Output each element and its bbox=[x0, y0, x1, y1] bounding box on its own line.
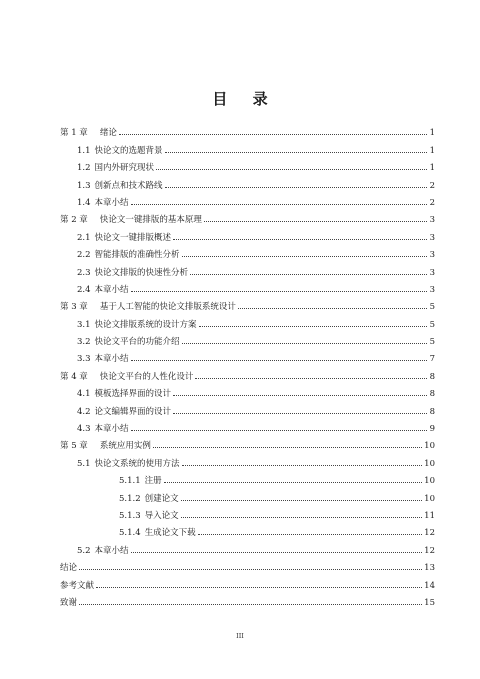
toc-entry-label: 智能排版的准确性分析 bbox=[94, 250, 180, 261]
toc-entry-number: 5.1.3 bbox=[119, 510, 141, 521]
dot-leader bbox=[182, 465, 423, 466]
toc-entry-number: 2.4 bbox=[77, 284, 91, 295]
toc-entry-number: 5.1.2 bbox=[119, 493, 141, 504]
toc-entry[interactable] bbox=[60, 557, 435, 574]
toc-entry-number: 3.1 bbox=[77, 319, 91, 330]
dot-leader bbox=[79, 604, 422, 605]
table-of-contents bbox=[60, 122, 435, 609]
toc-entry-label: 国内外研究现状 bbox=[94, 163, 155, 174]
toc-entry-page: 14 bbox=[424, 580, 435, 591]
dot-leader bbox=[190, 274, 427, 275]
toc-entry-label: 导入论文 bbox=[144, 510, 179, 521]
toc-entry[interactable] bbox=[60, 452, 435, 469]
dot-leader bbox=[182, 256, 427, 257]
toc-entry-label: 生成论文下载 bbox=[144, 528, 196, 539]
toc-entry-number: 第 1 章 bbox=[60, 128, 88, 139]
toc-entry-page: 3 bbox=[429, 284, 435, 295]
dot-leader bbox=[195, 378, 427, 379]
dot-leader bbox=[79, 569, 422, 570]
toc-entry-page: 5 bbox=[429, 302, 435, 313]
toc-entry[interactable] bbox=[60, 296, 435, 313]
dot-leader bbox=[131, 204, 427, 205]
toc-entry-label: 快论文平台的人性化设计 bbox=[99, 371, 194, 382]
toc-entry-page: 9 bbox=[429, 424, 435, 435]
toc-entry-number: 5.2 bbox=[77, 545, 91, 556]
toc-entry-number: 第 4 章 bbox=[60, 371, 88, 382]
toc-entry-label: 快论文平台的功能介绍 bbox=[94, 337, 180, 348]
toc-entry-page: 3 bbox=[429, 215, 435, 226]
toc-entry-number: 5.1 bbox=[77, 458, 91, 469]
dot-leader bbox=[165, 187, 427, 188]
toc-entry[interactable] bbox=[60, 505, 435, 522]
dot-leader bbox=[165, 152, 427, 153]
toc-entry-number: 2.3 bbox=[77, 267, 91, 278]
toc-entry[interactable] bbox=[60, 157, 435, 174]
toc-entry-page: 8 bbox=[429, 389, 435, 400]
dot-leader bbox=[181, 500, 423, 501]
dot-leader bbox=[119, 134, 427, 135]
dot-leader bbox=[156, 169, 427, 170]
toc-entry-number: 4.1 bbox=[77, 389, 91, 400]
toc-entry-page: 1 bbox=[429, 163, 435, 174]
dot-leader bbox=[198, 534, 423, 535]
toc-entry[interactable] bbox=[60, 522, 435, 539]
dot-leader bbox=[199, 326, 427, 327]
toc-entry[interactable] bbox=[60, 574, 435, 591]
toc-entry[interactable] bbox=[60, 592, 435, 609]
toc-entry-number: 1.4 bbox=[77, 197, 91, 208]
dot-leader bbox=[131, 552, 423, 553]
toc-entry-page: 10 bbox=[424, 441, 435, 452]
toc-entry-number: 5.1.1 bbox=[119, 476, 141, 487]
toc-entry[interactable] bbox=[60, 226, 435, 243]
toc-entry-page: 8 bbox=[429, 406, 435, 417]
toc-entry-number: 2.2 bbox=[77, 250, 91, 261]
toc-entry-page: 10 bbox=[424, 458, 435, 469]
dot-leader bbox=[96, 587, 422, 588]
toc-entry-label: 基于人工智能的快论文排版系统设计 bbox=[99, 302, 236, 313]
dot-leader bbox=[164, 482, 423, 483]
dot-leader bbox=[131, 430, 427, 431]
toc-entry-page: 15 bbox=[424, 597, 435, 608]
dot-leader bbox=[131, 291, 427, 292]
toc-entry-page: 5 bbox=[429, 319, 435, 330]
toc-entry-number: 1.1 bbox=[77, 145, 91, 156]
toc-entry-number: 4.3 bbox=[77, 424, 91, 435]
toc-entry-page: 1 bbox=[429, 128, 435, 139]
toc-entry-page: 3 bbox=[429, 267, 435, 278]
toc-entry-page: 7 bbox=[429, 354, 435, 365]
dot-leader bbox=[173, 395, 427, 396]
toc-entry[interactable] bbox=[60, 209, 435, 226]
page-number: III bbox=[236, 632, 244, 640]
toc-entry-label: 创建论文 bbox=[144, 493, 179, 504]
toc-entry-label: 快论文排版系统的设计方案 bbox=[94, 319, 197, 330]
toc-entry-page: 10 bbox=[424, 476, 435, 487]
toc-entry[interactable] bbox=[60, 174, 435, 191]
toc-entry[interactable] bbox=[60, 348, 435, 365]
toc-entry-label: 本章小结 bbox=[94, 197, 129, 208]
toc-entry-label: 注册 bbox=[144, 476, 162, 487]
toc-entry-number: 5.1.4 bbox=[119, 528, 141, 539]
toc-entry[interactable] bbox=[60, 383, 435, 400]
toc-entry[interactable] bbox=[60, 279, 435, 296]
toc-entry-label: 结论 bbox=[60, 563, 78, 574]
toc-entry-page: 3 bbox=[429, 250, 435, 261]
toc-entry-page: 1 bbox=[429, 145, 435, 156]
toc-entry-page: 2 bbox=[429, 197, 435, 208]
toc-entry-label: 致谢 bbox=[60, 597, 78, 608]
dot-leader bbox=[173, 239, 427, 240]
toc-entry-page: 13 bbox=[424, 563, 435, 574]
toc-entry[interactable] bbox=[60, 192, 435, 209]
toc-entry[interactable] bbox=[60, 139, 435, 156]
toc-entry-label: 本章小结 bbox=[94, 424, 129, 435]
toc-entry[interactable] bbox=[60, 122, 435, 139]
toc-entry-page: 12 bbox=[424, 545, 435, 556]
dot-leader bbox=[153, 447, 422, 448]
toc-entry[interactable] bbox=[60, 313, 435, 330]
dot-leader bbox=[238, 308, 427, 309]
toc-entry-number: 3.2 bbox=[77, 337, 91, 348]
toc-entry-label: 模板选择界面的设计 bbox=[94, 389, 172, 400]
toc-entry-page: 2 bbox=[429, 180, 435, 191]
toc-entry[interactable] bbox=[60, 400, 435, 417]
toc-entry-number: 1.2 bbox=[77, 163, 91, 174]
dot-leader bbox=[182, 343, 427, 344]
toc-entry[interactable] bbox=[60, 539, 435, 556]
toc-entry-number: 1.3 bbox=[77, 180, 91, 191]
toc-entry-label: 创新点和技术路线 bbox=[94, 180, 163, 191]
toc-entry-page: 10 bbox=[424, 493, 435, 504]
dot-leader bbox=[131, 360, 427, 361]
toc-entry[interactable] bbox=[60, 365, 435, 382]
toc-entry-number: 3.3 bbox=[77, 354, 91, 365]
toc-entry[interactable] bbox=[60, 487, 435, 504]
toc-entry[interactable] bbox=[60, 244, 435, 261]
toc-entry-label: 参考文献 bbox=[60, 580, 95, 591]
dot-leader bbox=[173, 413, 427, 414]
toc-entry-label: 绪论 bbox=[99, 128, 117, 139]
toc-entry-label: 快论文排版的快速性分析 bbox=[94, 267, 189, 278]
toc-entry-label: 系统应用实例 bbox=[99, 441, 151, 452]
toc-entry-label: 本章小结 bbox=[94, 545, 129, 556]
toc-entry[interactable] bbox=[60, 261, 435, 278]
toc-entry-label: 快论文系统的使用方法 bbox=[94, 458, 180, 469]
dot-leader bbox=[181, 517, 423, 518]
toc-entry-page: 8 bbox=[429, 371, 435, 382]
toc-entry-page: 12 bbox=[424, 528, 435, 539]
toc-entry-number: 第 2 章 bbox=[60, 215, 88, 226]
toc-entry-number: 第 5 章 bbox=[60, 441, 88, 452]
toc-entry-label: 快论文的选题背景 bbox=[94, 145, 163, 156]
toc-entry-number: 4.2 bbox=[77, 406, 91, 417]
toc-entry-label: 快论文一键排版概述 bbox=[94, 232, 172, 243]
toc-entry-page: 5 bbox=[429, 337, 435, 348]
toc-entry-page: 3 bbox=[429, 232, 435, 243]
toc-entry[interactable] bbox=[60, 470, 435, 487]
toc-entry-label: 快论文一键排版的基本原理 bbox=[99, 215, 202, 226]
toc-entry-label: 本章小结 bbox=[94, 284, 129, 295]
toc-entry[interactable] bbox=[60, 418, 435, 435]
toc-entry[interactable] bbox=[60, 331, 435, 348]
toc-entry-page: 11 bbox=[424, 510, 435, 521]
page-title: 目 录 bbox=[212, 90, 278, 108]
toc-entry[interactable] bbox=[60, 435, 435, 452]
toc-entry-number: 2.1 bbox=[77, 232, 91, 243]
toc-entry-label: 论文编辑界面的设计 bbox=[94, 406, 172, 417]
toc-entry-number: 第 3 章 bbox=[60, 302, 88, 313]
dot-leader bbox=[204, 221, 427, 222]
toc-entry-label: 本章小结 bbox=[94, 354, 129, 365]
